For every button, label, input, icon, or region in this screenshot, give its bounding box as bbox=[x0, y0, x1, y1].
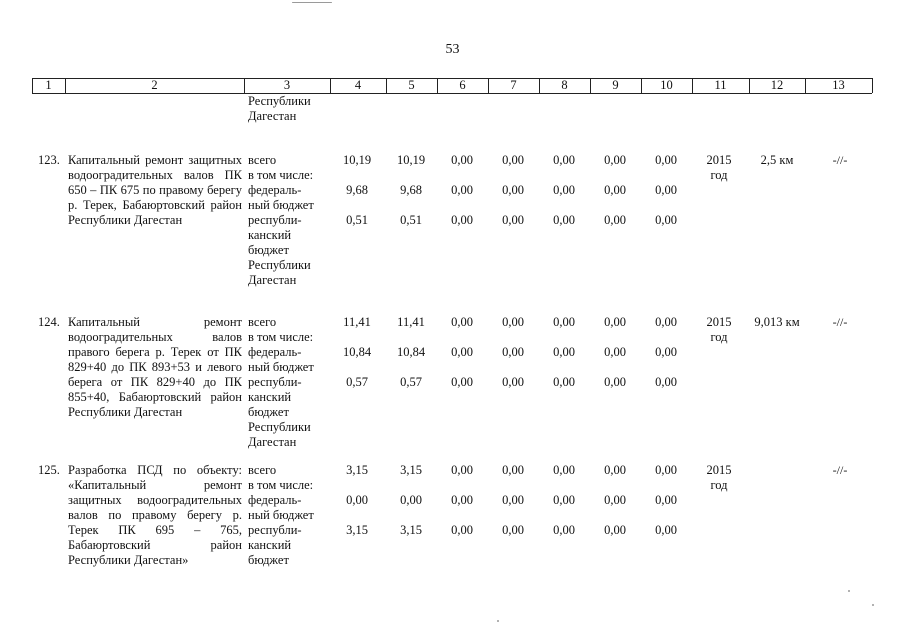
funding-source-line: всего bbox=[248, 153, 277, 167]
amount-cell: 0,00 bbox=[451, 463, 473, 477]
row-number: 123. bbox=[38, 153, 60, 167]
row-number: 124. bbox=[38, 315, 60, 329]
row-title: Капитальный ремонт водооградительных валов правого берега р. Терек от ПК 829+40 до ПК 893+53 и левого берега от ПК 829+40 до ПК 855+40, Бабаюртовский район Республики Дагестан bbox=[68, 315, 242, 419]
row-title: Разработка ПСД по объекту: «Капитальный ремонт защитных водооградительных валов по правому берегу р. Терек ПК 695 – 765, Бабаюртовский район Республики Дагестан» bbox=[68, 463, 242, 567]
column-header-12: 12 bbox=[770, 78, 784, 92]
amount-cell: 0,00 bbox=[553, 375, 575, 389]
completion-year: год bbox=[710, 168, 728, 182]
amount-cell: 0,00 bbox=[655, 493, 677, 507]
funding-source-line: бюджет bbox=[248, 553, 289, 567]
amount-cell: 3,15 bbox=[400, 523, 422, 537]
funding-source-line: ный бюджет bbox=[248, 508, 314, 522]
column-header-9: 9 bbox=[612, 78, 619, 92]
page-number: 53 bbox=[445, 42, 460, 57]
funding-source-line: федераль- bbox=[248, 345, 302, 359]
amount-cell: 0,00 bbox=[400, 493, 422, 507]
continuation-line-1: Республики bbox=[248, 94, 311, 108]
amount-cell: 0,00 bbox=[502, 183, 524, 197]
funding-source-line: канский bbox=[248, 538, 292, 552]
amount-cell: 0,00 bbox=[553, 213, 575, 227]
amount-cell: 0,00 bbox=[553, 183, 575, 197]
amount-cell: 11,41 bbox=[397, 315, 425, 329]
column-header-13: 13 bbox=[832, 78, 845, 92]
column-header-1: 1 bbox=[45, 78, 52, 92]
row-number: 125. bbox=[38, 463, 60, 477]
column-header-11: 11 bbox=[714, 78, 727, 92]
amount-cell: 0,51 bbox=[346, 213, 368, 227]
amount-cell: 0,00 bbox=[655, 315, 677, 329]
funding-source-line: Республики bbox=[248, 258, 311, 272]
amount-cell: 3,15 bbox=[346, 463, 368, 477]
amount-cell: 0,00 bbox=[655, 345, 677, 359]
amount-cell: 10,19 bbox=[396, 153, 426, 167]
completion-year: 2015 bbox=[706, 463, 732, 477]
amount-cell: 0,00 bbox=[553, 523, 575, 537]
amount-cell: 0,00 bbox=[655, 153, 677, 167]
completion-year: 2015 bbox=[706, 315, 732, 329]
amount-cell: 0,00 bbox=[346, 493, 368, 507]
amount-cell: 0,00 bbox=[502, 493, 524, 507]
scan-artifact bbox=[872, 604, 874, 606]
amount-cell: 10,19 bbox=[342, 153, 372, 167]
amount-cell: 0,00 bbox=[604, 345, 626, 359]
funding-source-line: всего bbox=[248, 463, 277, 477]
funding-source-line: федераль- bbox=[248, 493, 302, 507]
continuation-line-2: Дагестан bbox=[248, 109, 297, 123]
funding-source-line: ный бюджет bbox=[248, 198, 314, 212]
amount-cell: 0,00 bbox=[451, 523, 473, 537]
funding-source-line: Дагестан bbox=[248, 273, 297, 287]
scan-artifact bbox=[292, 2, 332, 3]
amount-cell: 0,00 bbox=[655, 183, 677, 197]
row-title: Капитальный ремонт защитных водооградительных валов ПК 650 – ПК 675 по правому берегу р. Терек, Бабаюртовский район Республики Дагестан bbox=[68, 153, 242, 227]
amount-cell: 10,84 bbox=[396, 345, 426, 359]
amount-cell: 0,00 bbox=[451, 153, 473, 167]
funding-source-line: в том числе: bbox=[248, 330, 314, 344]
completion-year: год bbox=[710, 478, 728, 492]
funding-source-line: в том числе: bbox=[248, 168, 314, 182]
column-divider bbox=[872, 78, 873, 93]
capacity-length: 9,013 км bbox=[754, 315, 800, 329]
amount-cell: 0,00 bbox=[604, 463, 626, 477]
funding-source-line: федераль- bbox=[248, 183, 302, 197]
amount-cell: 0,00 bbox=[553, 493, 575, 507]
amount-cell: 0,00 bbox=[655, 463, 677, 477]
amount-cell: 0,00 bbox=[655, 213, 677, 227]
column-header-6: 6 bbox=[459, 78, 466, 92]
column-header-4: 4 bbox=[354, 78, 362, 92]
amount-cell: 0,00 bbox=[502, 463, 524, 477]
completion-year: 2015 bbox=[706, 153, 732, 167]
amount-cell: 3,15 bbox=[346, 523, 368, 537]
amount-cell: 0,00 bbox=[502, 315, 524, 329]
funding-source-line: ный бюджет bbox=[248, 360, 314, 374]
amount-cell: 0,00 bbox=[604, 213, 626, 227]
amount-cell: 0,00 bbox=[451, 493, 473, 507]
amount-cell: 0,00 bbox=[604, 523, 626, 537]
column-header-3: 3 bbox=[283, 78, 291, 92]
funding-source-line: республи- bbox=[248, 523, 302, 537]
amount-cell: 9,68 bbox=[400, 183, 422, 197]
ditto-mark: -//- bbox=[832, 463, 848, 477]
funding-source-line: Республики bbox=[248, 420, 311, 434]
funding-source-line: канский bbox=[248, 390, 292, 404]
amount-cell: 0,00 bbox=[604, 153, 626, 167]
amount-cell: 0,00 bbox=[502, 345, 524, 359]
amount-cell: 0,00 bbox=[451, 213, 473, 227]
funding-source-line: республи- bbox=[248, 375, 302, 389]
completion-year: год bbox=[710, 330, 728, 344]
amount-cell: 0,00 bbox=[553, 345, 575, 359]
column-header-10: 10 bbox=[660, 78, 673, 92]
table-header-bottom-border bbox=[32, 93, 872, 94]
amount-cell: 9,68 bbox=[346, 183, 368, 197]
amount-cell: 0,57 bbox=[346, 375, 368, 389]
amount-cell: 0,00 bbox=[451, 375, 473, 389]
amount-cell: 3,15 bbox=[400, 463, 422, 477]
ditto-mark: -//- bbox=[832, 315, 848, 329]
amount-cell: 0,00 bbox=[553, 315, 575, 329]
funding-source-line: бюджет bbox=[248, 405, 289, 419]
amount-cell: 0,00 bbox=[604, 493, 626, 507]
amount-cell: 0,51 bbox=[400, 213, 422, 227]
amount-cell: 0,00 bbox=[502, 153, 524, 167]
amount-cell: 0,00 bbox=[451, 183, 473, 197]
amount-cell: 0,00 bbox=[604, 315, 626, 329]
amount-cell: 10,84 bbox=[342, 345, 372, 359]
funding-source-line: республи- bbox=[248, 213, 302, 227]
amount-cell: 0,00 bbox=[502, 523, 524, 537]
amount-cell: 11,41 bbox=[343, 315, 371, 329]
amount-cell: 0,00 bbox=[553, 463, 575, 477]
amount-cell: 0,57 bbox=[400, 375, 422, 389]
funding-source-line: Дагестан bbox=[248, 435, 297, 449]
column-header-7: 7 bbox=[510, 78, 517, 92]
capacity-length: 2,5 км bbox=[760, 153, 794, 167]
amount-cell: 0,00 bbox=[655, 523, 677, 537]
funding-source-line: канский bbox=[248, 228, 292, 242]
amount-cell: 0,00 bbox=[604, 183, 626, 197]
amount-cell: 0,00 bbox=[604, 375, 626, 389]
amount-cell: 0,00 bbox=[553, 153, 575, 167]
scan-artifact bbox=[848, 590, 850, 592]
funding-source-line: всего bbox=[248, 315, 277, 329]
column-header-8: 8 bbox=[561, 78, 568, 92]
column-header-5: 5 bbox=[408, 78, 415, 92]
funding-source-line: в том числе: bbox=[248, 478, 314, 492]
amount-cell: 0,00 bbox=[502, 375, 524, 389]
column-header-2: 2 bbox=[151, 78, 158, 92]
scan-artifact bbox=[497, 620, 499, 622]
amount-cell: 0,00 bbox=[655, 375, 677, 389]
ditto-mark: -//- bbox=[832, 153, 848, 167]
amount-cell: 0,00 bbox=[451, 345, 473, 359]
funding-source-line: бюджет bbox=[248, 243, 289, 257]
amount-cell: 0,00 bbox=[451, 315, 473, 329]
amount-cell: 0,00 bbox=[502, 213, 524, 227]
